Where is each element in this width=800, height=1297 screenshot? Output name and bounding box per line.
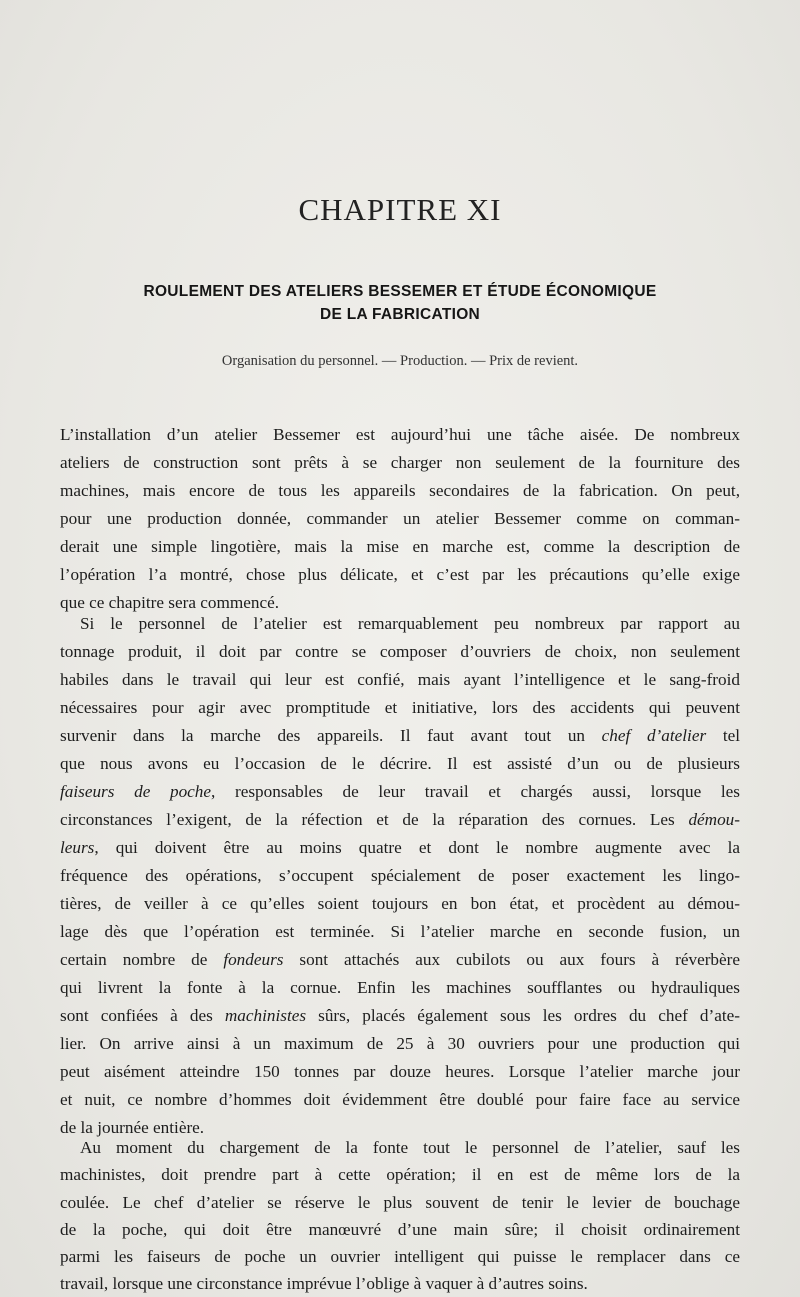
chapter-title-line-2: DE LA FABRICATION bbox=[319, 306, 481, 323]
text-line: que ce chapitre sera commencé. bbox=[60, 593, 280, 612]
text-line: l’opération l’a montré, chose plus délicate, et c’est par les précautions qu’elle exige bbox=[60, 565, 740, 584]
text-line: et nuit, ce nombre d’hommes doit évidemment être doublé pour faire face au service bbox=[60, 1090, 740, 1109]
text-run: sont confiées à des bbox=[60, 1006, 225, 1025]
text-line: machines, mais encore de tous les appareils secondaires de la fabrication. On peut, bbox=[60, 481, 740, 500]
text-line bbox=[60, 838, 740, 858]
text-line bbox=[60, 726, 740, 746]
text-line: parmi les faiseurs de poche un ouvrier intelligent qui puisse le remplacer dans ce bbox=[60, 1246, 740, 1266]
text-line: derait une simple lingotière, mais la mise en marche est, comme la description de bbox=[60, 537, 740, 556]
text-line: L’installation d’un atelier Bessemer est aujourd’hui une tâche aisée. De nombreux bbox=[60, 425, 740, 444]
text-line: tonnage produit, il doit par contre se composer d’ouvriers de choix, non seulement bbox=[60, 642, 740, 661]
text-line: Au moment du chargement de la fonte tout le personnel de l’atelier, sauf les bbox=[80, 1138, 740, 1158]
text-run: circonstances l’exigent, de la réfection et de la réparation des cornues. Les bbox=[60, 810, 689, 829]
chapter-subtitle: Organisation du personnel. — Production. — Prix de revient. bbox=[221, 353, 579, 369]
text-line: machinistes, doit prendre part à cette opération; il en est de même lors de la bbox=[60, 1165, 740, 1185]
text-line: ateliers de construction sont prêts à se charger non seulement de la fourniture des bbox=[60, 453, 740, 472]
text-line: lier. On arrive ainsi à un maximum de 25 à 30 ouvriers pour une production qui bbox=[60, 1034, 740, 1053]
text-line bbox=[60, 782, 740, 802]
text-line: lage dès que l’opération est terminée. Si l’atelier marche en seconde fusion, un bbox=[60, 922, 740, 941]
chapter-title bbox=[90, 280, 710, 326]
chapter-title-line-1: ROULEMENT DES ATELIERS BESSEMER ET ÉTUDE ÉCONOMIQUE bbox=[143, 283, 657, 300]
italic-term: chef d’atelier bbox=[601, 726, 707, 745]
italic-term: démou- bbox=[688, 810, 740, 829]
text-line bbox=[60, 1006, 740, 1026]
text-run: , responsables de leur travail et chargés aussi, lorsque les bbox=[211, 782, 740, 801]
text-run: certain nombre de bbox=[60, 950, 224, 969]
text-run: sûrs, placés également sous les ordres du chef d’ate- bbox=[306, 1006, 741, 1025]
text-line: qui livrent la fonte à la cornue. Enfin les machines soufflantes ou hydrauliques bbox=[60, 978, 740, 997]
text-run: , qui doivent être au moins quatre et dont le nombre augmente avec la bbox=[94, 838, 740, 857]
chapter-heading: CHAPITRE XI bbox=[298, 192, 502, 227]
text-run: sont attachés aux cubilots ou aux fours à réverbère bbox=[283, 950, 740, 969]
text-line: de la poche, qui doit être manœuvré d’une main sûre; il choisit ordinairement bbox=[60, 1219, 740, 1239]
text-line: coulée. Le chef d’atelier se réserve le plus souvent de tenir le levier de bouchage bbox=[60, 1192, 740, 1212]
text-line: de la journée entière. bbox=[60, 1118, 205, 1137]
text-line bbox=[60, 950, 740, 970]
text-line bbox=[60, 810, 740, 830]
italic-term: faiseurs de poche bbox=[60, 782, 212, 801]
text-line: tières, de veiller à ce qu’elles soient toujours en bon état, et procèdent au démou- bbox=[60, 894, 740, 913]
text-line: que nous avons eu l’occasion de le décrire. Il est assisté d’un ou de plusieurs bbox=[60, 754, 740, 773]
text-run: survenir dans la marche des appareils. Il faut avant tout un bbox=[60, 726, 602, 745]
text-line: pour une production donnée, commander un atelier Bessemer comme on comman- bbox=[60, 509, 740, 528]
text-line: nécessaires pour agir avec promptitude et initiative, lors des accidents qui peuvent bbox=[60, 698, 740, 717]
text-run: tel bbox=[706, 726, 740, 745]
text-line: peut aisément atteindre 150 tonnes par douze heures. Lorsque l’atelier marche jour bbox=[60, 1062, 740, 1081]
text-line: Si le personnel de l’atelier est remarquablement peu nombreux par rapport au bbox=[80, 614, 740, 633]
italic-term: machinistes bbox=[224, 1006, 307, 1025]
italic-term: leurs bbox=[60, 838, 95, 857]
text-line: travail, lorsque une circonstance imprévue l’oblige à vaquer à d’autres soins. bbox=[60, 1274, 588, 1293]
text-line: habiles dans le travail qui leur est confié, mais ayant l’intelligence et le sang-froid bbox=[60, 670, 740, 689]
italic-term: fondeurs bbox=[223, 950, 284, 969]
text-line: fréquence des opérations, s’occupent spécialement de poser exactement les lingo- bbox=[60, 866, 740, 885]
